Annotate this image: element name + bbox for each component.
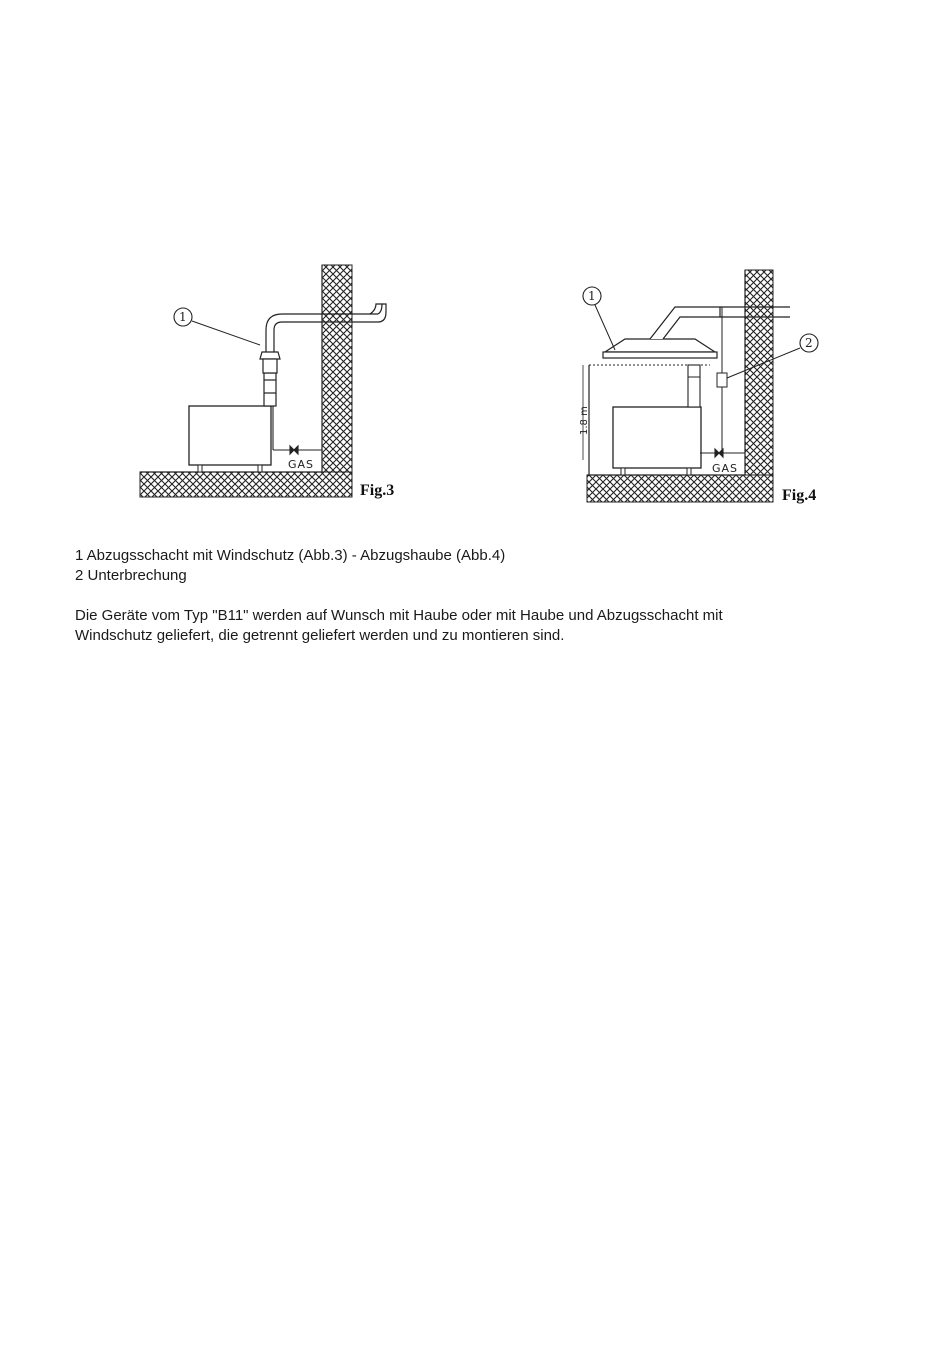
- figure-3: [130, 260, 420, 510]
- body-paragraph: [75, 606, 835, 646]
- figure-3-caption: Fig.3: [360, 482, 395, 499]
- appliance-box: [189, 406, 271, 472]
- callout-1-number: 1: [588, 289, 596, 303]
- gas-line: [700, 449, 745, 457]
- callout-1-number: 1: [179, 310, 187, 324]
- paragraph-line-2: Windschutz geliefert, die getrennt geliefert werden und zu montieren sind.: [75, 627, 565, 644]
- gas-label: GAS: [712, 462, 739, 475]
- legend-item-1: 1 Abzugsschacht mit Windschutz (Abb.3) - Abzugshaube (Abb.4): [75, 547, 506, 564]
- figure-legend: [75, 546, 505, 586]
- gas-label: GAS: [288, 458, 315, 471]
- appliance-box: [613, 365, 701, 475]
- callout-2-number: 2: [805, 336, 813, 350]
- callout-1: [174, 308, 260, 345]
- paragraph-line-1: Die Geräte vom Typ "B11" werden auf Wunsch mit Haube oder mit Haube und Abzugsschacht mit: [75, 607, 723, 624]
- legend-item-2: 2 Unterbrechung: [75, 567, 187, 584]
- height-label: 1.8 m: [579, 406, 590, 435]
- interruption-device: [717, 307, 727, 453]
- figure-4-caption: Fig.4: [782, 487, 817, 504]
- figure-4: [575, 265, 835, 515]
- gas-line: [273, 406, 322, 454]
